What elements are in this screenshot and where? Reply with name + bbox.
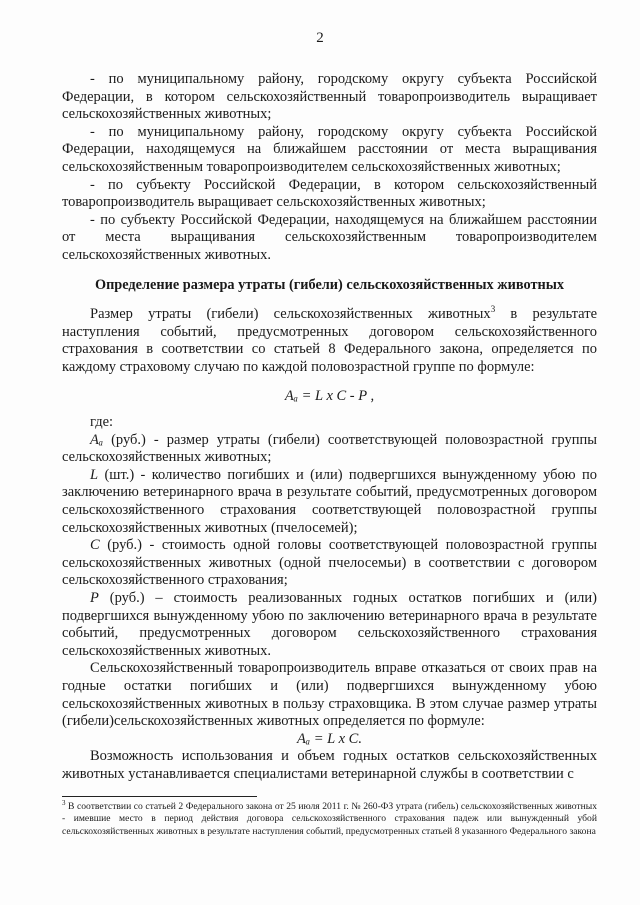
footnote-reference: 3 — [490, 304, 496, 315]
list-item: - по субъекту Российской Федерации, в котором сельскохозяйственный товаропроизводитель выращивает сельскохозяйственных животных; — [62, 176, 597, 211]
symbol-a: Aₐ — [90, 431, 104, 448]
waiver-paragraph: Сельскохозяйственный товаропроизводитель вправе отказаться от своих прав на годные остатки погибших и (или) подвергшихся вынужденному убою сельскохозяйственных животных в пользу страховщика. В этом случае размер утраты (гибели)сельскохозяйственных животных определяется по формуле: — [62, 660, 597, 730]
footnote — [62, 798, 597, 838]
definition-a — [62, 432, 597, 467]
waiver-formula: Aₐ = L x C. — [297, 730, 362, 747]
list-item: - по муниципальному району, городскому округу субъекта Российской Федерации, находящемуся на ближайшем расстоянии от места выращивания сельскохозяйственным товаропроизводителем сельскохозяйственных животных; — [62, 123, 597, 175]
loss-formula: Aₐ = L x C - P , — [284, 387, 375, 404]
where-label: где: — [90, 414, 114, 431]
definition-a-text: (руб.) - размер утраты (гибели) соответствующей половозрастной группы сельскохозяйственных животных; — [62, 431, 597, 466]
page-number: 2 — [316, 30, 324, 46]
definition-l-text: (шт.) - количество погибших и (или) подвергшихся вынужденному убою по заключению ветеринарного врача в результате событий, предусмотренных договором сельскохозяйственного страхования соответствующей половозрастной группы сельскохозяйственных животных (пчелосемей); — [62, 466, 597, 536]
intro-paragraph — [62, 306, 597, 376]
list-item: - по субъекту Российской Федерации, находящемуся на ближайшем расстоянии от места выращивания сельскохозяйственным товаропроизводителем сельскохозяйственных животных. — [62, 211, 597, 263]
document-body — [62, 71, 597, 784]
definition-c-text: (руб.) - стоимость одной головы соответствующей половозрастной группы сельскохозяйственных животных (одной пчелосемьи) в соответствии с договором сельскохозяйственного страхования; — [62, 537, 597, 589]
footnote-text: В соответствии со статьей 2 Федерального закона от 25 июля 2011 г. № 260-ФЗ утрата (гибель) сельскохозяйственных животных - имевшие место в период действия договора сельскохозяйственного страхования падеж или вынужденный убой сельскохозяйственных животных в результате наступления событий, предусмотренных статьей 8 указанного Федерального закона — [62, 801, 597, 837]
definition-c — [62, 537, 597, 590]
remains-paragraph: Возможность использования и объем годных остатков сельскохозяйственных животных устанавливается специалистами ветеринарной службы в соответствии с — [62, 748, 597, 782]
footnote-divider — [62, 796, 257, 797]
definition-l — [62, 467, 597, 537]
intro-text-start: Размер утраты (гибели) сельскохозяйственных животных — [90, 306, 491, 323]
section-heading: Определение размера утраты (гибели) сельскохозяйственных животных — [94, 276, 565, 293]
intro-text-end: в результате наступления событий, предусмотренных договором сельскохозяйственного страхования в соответствии со статьей 8 Федерального закона, определяется по каждому страховому случаю по каждой половозрастной группе по формуле: — [62, 306, 598, 375]
definition-p — [62, 590, 597, 660]
symbol-l: L — [90, 466, 99, 483]
list-item: - по муниципальному району, городскому округу субъекта Российской Федерации, в котором сельскохозяйственный товаропроизводитель выращивает сельскохозяйственных животных; — [62, 71, 597, 123]
definition-p-text: (руб.) – стоимость реализованных годных остатков погибших и (или) подвергшихся вынужденному убою по заключению ветеринарного врача в результате событий, предусмотренных договором сельскохозяйственного страхования сельскохозяйственных животных. — [62, 590, 597, 659]
footnote-marker: 3 — [62, 798, 66, 807]
symbol-c: C — [90, 537, 100, 554]
symbol-p: P — [90, 590, 99, 607]
